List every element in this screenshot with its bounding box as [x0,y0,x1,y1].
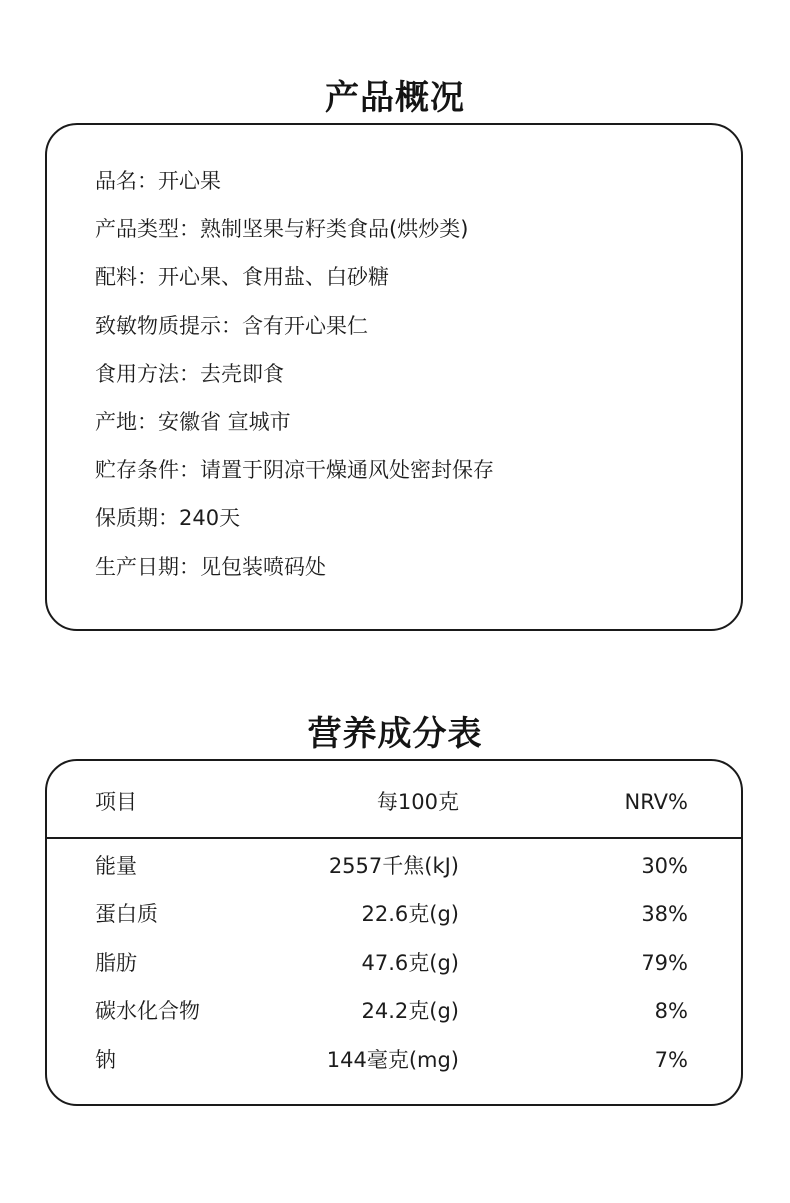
nutrient-nrv: 30% [641,854,688,878]
nutrient-nrv: 8% [654,999,688,1024]
table-row [47,1045,741,1093]
nutrient-value: 24.2克(g) [361,999,459,1024]
product-overview-title: 产品概况 [325,78,465,119]
nutrition-table [45,759,743,1106]
nutrient-name: 蛋白质 [95,902,158,927]
product-name-row: 品名：开心果 [95,169,221,193]
nutrient-name: 能量 [95,854,137,878]
ingredients-row: 配料：开心果、食用盐、白砂糖 [95,265,389,290]
table-row [47,996,741,1044]
header-item: 项目 [95,790,137,814]
allergen-row: 致敏物质提示：含有开心果仁 [95,313,368,338]
nutrition-table-title: 营养成分表 [307,714,483,755]
nutrient-name: 脂肪 [95,950,137,975]
nutrient-nrv: 7% [654,1047,688,1072]
header-nrv: NRV% [624,790,688,814]
nutrient-nrv: 79% [641,950,688,975]
production-date-row: 生产日期：见包装喷码处 [95,554,326,579]
nutrient-nrv: 38% [641,902,688,927]
origin-row: 产地：安徽省 宣城市 [95,409,291,434]
nutrient-name: 钠 [95,1047,116,1072]
nutrient-value: 22.6克(g) [361,902,459,927]
product-type-row: 产品类型：熟制坚果与籽类食品(烘炒类) [95,217,469,242]
storage-row: 贮存条件：请置于阴凉干燥通风处密封保存 [95,458,494,483]
header-per-100g: 每100克 [376,790,459,814]
nutrient-value: 2557千焦(kJ) [328,854,459,878]
nutrient-value: 47.6克(g) [361,950,459,975]
product-info-list [95,163,494,597]
nutrient-name: 碳水化合物 [95,999,200,1024]
table-row [47,851,741,899]
usage-row: 食用方法：去壳即食 [95,361,284,386]
nutrient-value: 144毫克(mg) [326,1047,459,1072]
nutrition-table-body [47,851,741,1093]
nutrition-table-header [47,761,741,839]
table-row [47,948,741,996]
shelf-life-row: 保质期：240天 [95,506,241,531]
table-row [47,899,741,947]
product-overview-card [45,123,743,631]
